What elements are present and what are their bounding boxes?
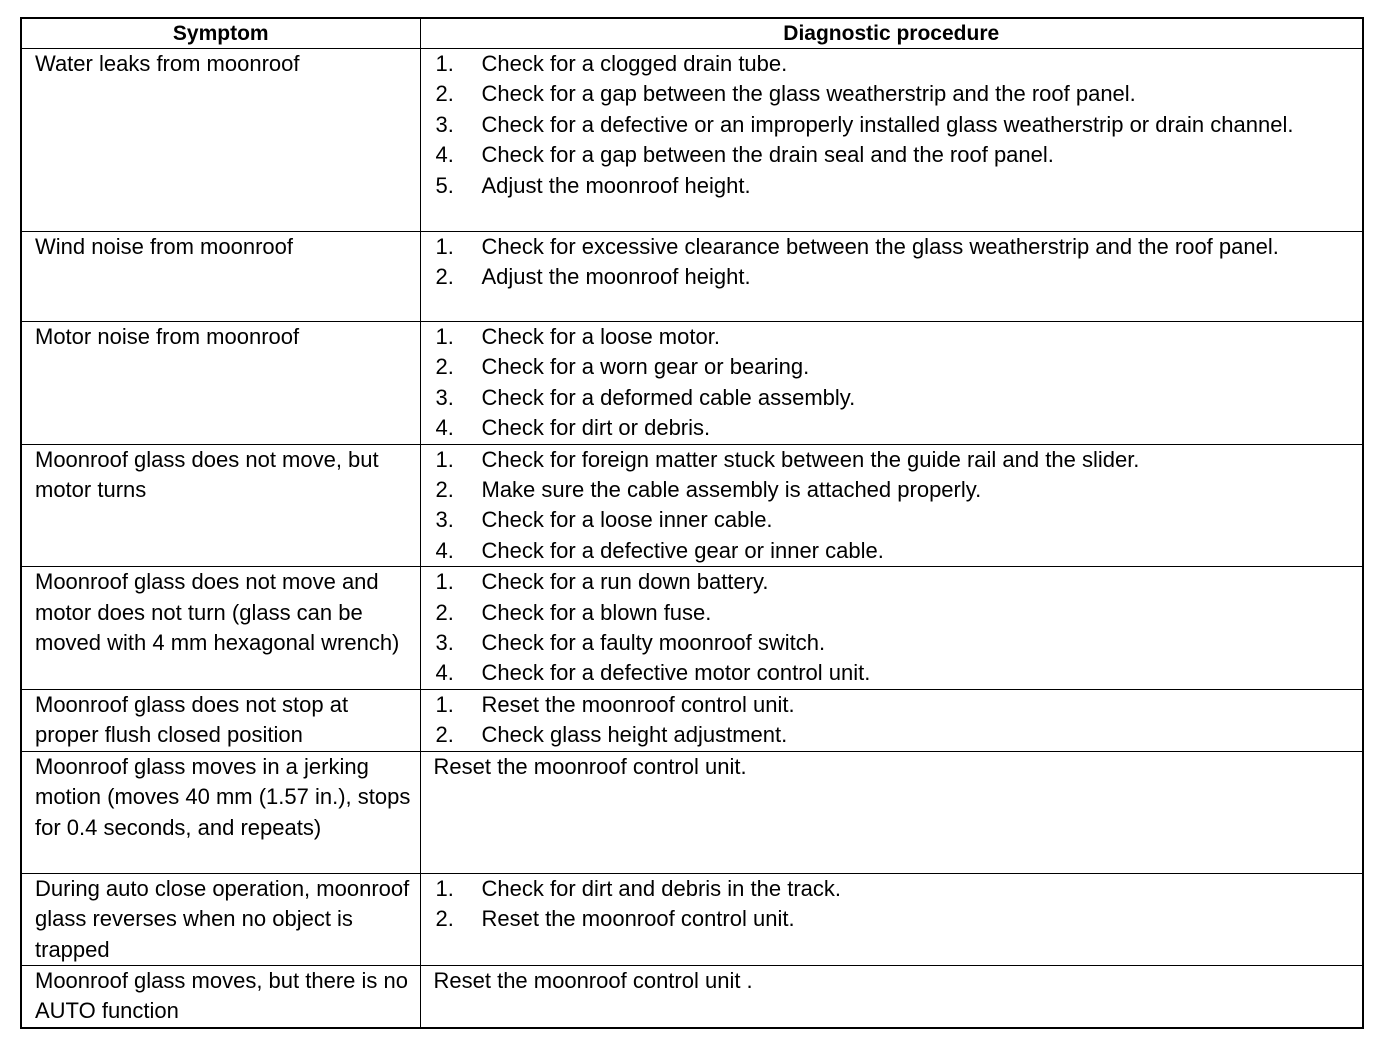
symptom-cell: During auto close operation, moonroof glass reverses when no object is trapped xyxy=(21,873,420,965)
procedure-step xyxy=(433,352,1363,382)
step-number: 3. xyxy=(435,384,454,410)
step-number: 1. xyxy=(435,569,454,595)
step-text: Check for a clogged drain tube. xyxy=(481,51,788,76)
step-text: Check for a faulty moonroof switch. xyxy=(481,630,826,656)
step-text: Reset the moonroof control unit. xyxy=(481,906,795,932)
step-number: 2. xyxy=(435,477,454,503)
diagnostic-table xyxy=(20,17,1364,1029)
procedure-step xyxy=(433,874,1363,904)
step-text: Check for excessive clearance between the glass weatherstrip and the roof panel. xyxy=(481,234,1279,259)
procedure-step xyxy=(433,904,1363,934)
step-text: Check for a defective or an improperly installed glass weatherstrip or drain channel. xyxy=(481,111,1294,137)
table-row xyxy=(21,965,1363,1027)
step-text: Check for a worn gear or bearing. xyxy=(481,354,810,380)
symptom-header: Symptom xyxy=(21,18,420,49)
step-text: Check for a loose inner cable. xyxy=(481,507,773,533)
step-text: Make sure the cable assembly is attached properly. xyxy=(481,477,982,503)
symptom-cell: Moonroof glass does not move and motor does not turn (glass can be moved with 4 mm hexagonal wrench) xyxy=(21,567,420,690)
step-number: 4. xyxy=(435,142,454,168)
table-row xyxy=(21,567,1363,690)
procedure-step xyxy=(433,262,1363,292)
procedure-step xyxy=(433,232,1363,262)
step-number: 5. xyxy=(435,172,454,198)
table-row xyxy=(21,751,1363,873)
procedure-step xyxy=(433,505,1363,535)
procedure-step xyxy=(433,383,1363,413)
step-text: Check for a gap between the glass weatherstrip and the roof panel. xyxy=(481,81,1136,107)
procedure-step xyxy=(433,79,1363,109)
step-text: Check for foreign matter stuck between the guide rail and the slider. xyxy=(481,446,1140,472)
step-text: Reset the moonroof control unit. xyxy=(481,691,795,717)
procedure-cell xyxy=(420,965,1363,1027)
step-text: Check for a deformed cable assembly. xyxy=(481,384,856,410)
step-text: Check for a run down battery. xyxy=(481,569,769,595)
table-row xyxy=(21,49,1363,232)
table-row xyxy=(21,689,1363,751)
procedure-step xyxy=(433,658,1363,688)
procedure-step xyxy=(433,171,1363,201)
step-text: Adjust the moonroof height. xyxy=(481,172,751,198)
table-row xyxy=(21,873,1363,965)
step-text: Check for a gap between the drain seal and the roof panel. xyxy=(481,142,1054,168)
step-text: Check for a defective gear or inner cable. xyxy=(481,537,884,563)
symptom-cell: Moonroof glass does not stop at proper flush closed position xyxy=(21,689,420,751)
procedure-cell xyxy=(420,322,1363,445)
symptom-cell: Moonroof glass moves in a jerking motion (moves 40 mm (1.57 in.), stops for 0.4 seconds, and repeats) xyxy=(21,751,420,873)
symptom-cell: Moonroof glass moves, but there is no AUTO function xyxy=(21,965,420,1027)
procedure-cell xyxy=(420,49,1363,232)
step-number: 1. xyxy=(435,875,454,901)
procedure-cell xyxy=(420,567,1363,690)
step-text: Check glass height adjustment. xyxy=(481,722,788,748)
procedure-step xyxy=(433,140,1363,170)
procedure-step xyxy=(433,110,1363,140)
procedure-step xyxy=(433,690,1363,720)
procedure-step xyxy=(433,536,1363,566)
step-number: 1. xyxy=(435,446,454,472)
step-number: 1. xyxy=(435,324,454,349)
step-number: 1. xyxy=(435,234,454,259)
step-number: 2. xyxy=(435,599,454,625)
step-number: 1. xyxy=(435,691,454,717)
procedure-step xyxy=(433,322,1363,352)
procedure-step xyxy=(433,720,1363,750)
step-number: 4. xyxy=(435,415,454,441)
procedure-text: Reset the moonroof control unit . xyxy=(433,967,753,993)
symptom-cell: Water leaks from moonroof xyxy=(21,49,420,232)
step-text: Check for dirt or debris. xyxy=(481,415,711,441)
procedure-step xyxy=(433,475,1363,505)
procedure-step xyxy=(433,628,1363,658)
procedure-cell xyxy=(420,444,1363,567)
step-number: 1. xyxy=(435,51,454,76)
step-number: 2. xyxy=(435,81,454,107)
step-number: 2. xyxy=(435,264,454,290)
table-row xyxy=(21,232,1363,322)
step-number: 2. xyxy=(435,906,454,932)
symptom-cell: Motor noise from moonroof xyxy=(21,322,420,445)
procedure-header: Diagnostic procedure xyxy=(420,18,1363,49)
procedure-cell xyxy=(420,751,1363,873)
step-number: 3. xyxy=(435,507,454,533)
procedure-text: Reset the moonroof control unit. xyxy=(433,753,747,779)
symptom-cell: Moonroof glass does not move, but motor turns xyxy=(21,444,420,567)
procedure-cell xyxy=(420,232,1363,322)
procedure-step xyxy=(433,445,1363,475)
step-number: 4. xyxy=(435,537,454,563)
procedure-cell xyxy=(420,873,1363,965)
step-text: Check for a defective motor control unit. xyxy=(481,660,871,686)
procedure-step xyxy=(433,49,1363,79)
step-text: Check for a loose motor. xyxy=(481,324,720,349)
step-number: 4. xyxy=(435,660,454,686)
step-text: Check for dirt and debris in the track. xyxy=(481,875,841,901)
step-number: 3. xyxy=(435,630,454,656)
step-text: Check for a blown fuse. xyxy=(481,599,712,625)
table-row xyxy=(21,322,1363,445)
table-row xyxy=(21,444,1363,567)
step-text: Adjust the moonroof height. xyxy=(481,264,751,290)
step-number: 2. xyxy=(435,354,454,380)
procedure-step xyxy=(433,598,1363,628)
step-number: 2. xyxy=(435,722,454,748)
procedure-step xyxy=(433,413,1363,443)
symptom-cell: Wind noise from moonroof xyxy=(21,232,420,322)
header-row xyxy=(21,18,1363,49)
step-number: 3. xyxy=(435,111,454,137)
procedure-step xyxy=(433,567,1363,597)
procedure-cell xyxy=(420,689,1363,751)
